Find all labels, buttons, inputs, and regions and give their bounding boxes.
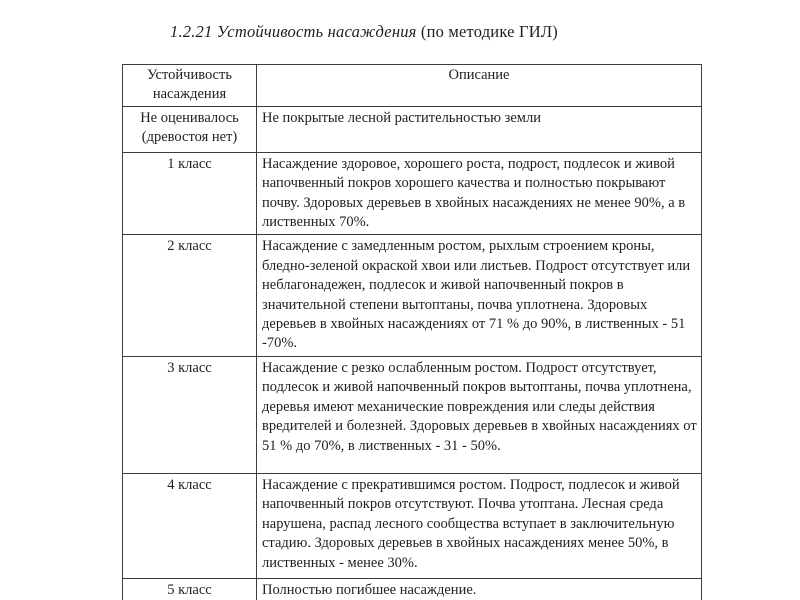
stability-class-cell: Не оценивалось (древостоя нет)	[123, 106, 257, 152]
description-cell: Насаждение с резко ослабленным ростом. Подрост отсутствует, подлесок и живой напочвенный покров вытоптаны, почва уплотнена, деревья имеют механические повреждения или следы действия вредителей и болезней. Здоровых деревьев в хвойных насаждениях от 51 % до 70%, в лиственных - 31 - 50%.	[257, 356, 702, 473]
table-header-row	[123, 65, 702, 107]
description-cell: Насаждение здоровое, хорошего роста, подрост, подлесок и живой напочвенный покров хорошего качества и полностью покрывают почву. Здоровых деревьев в хвойных насаждениях не менее 90%, а в лиственных 70%.	[257, 152, 702, 235]
description-cell: Полностью погибшее насаждение.	[257, 578, 702, 600]
description-cell: Насаждение с прекратившимся ростом. Подрост, подлесок и живой напочвенный покров отсутствуют. Почва утоптана. Лесная среда нарушена, распад лесного сообщества вступает в заключительную стадию. Здоровых деревьев в хвойных насаждениях менее 50%, в лиственных - менее 30%.	[257, 473, 702, 578]
column-header-description: Описание	[257, 65, 702, 107]
table-row	[123, 473, 702, 578]
stability-class-cell: 4 класс	[123, 473, 257, 578]
table-row	[123, 152, 702, 235]
description-cell: Не покрытые лесной растительностью земли	[257, 106, 702, 152]
section-title	[170, 22, 558, 42]
stand-stability-table	[122, 64, 702, 600]
stability-class-cell: 2 класс	[123, 235, 257, 356]
description-cell: Насаждение с замедленным ростом, рыхлым строением кроны, бледно-зеленой окраской хвои или листьев. Подрост отсутствует или неблагонадежен, подлесок и живой напочвенный покров в значительной степени вытоптаны, почва уплотнена. Здоровых деревьев в хвойных насаждениях от 71 % до 90%, в лиственных - 51 -70%.	[257, 235, 702, 356]
stability-class-cell: 3 класс	[123, 356, 257, 473]
stability-class-cell: 1 класс	[123, 152, 257, 235]
table-row	[123, 578, 702, 600]
table-row	[123, 356, 702, 473]
stability-class-cell: 5 класс	[123, 578, 257, 600]
table-row	[123, 106, 702, 152]
section-title-method-note: (по методике ГИЛ)	[420, 22, 558, 41]
section-title-number-and-name: 1.2.21 Устойчивость насаждения	[170, 22, 417, 41]
column-header-stability: Устойчивость насаждения	[123, 65, 257, 107]
table-row	[123, 235, 702, 356]
